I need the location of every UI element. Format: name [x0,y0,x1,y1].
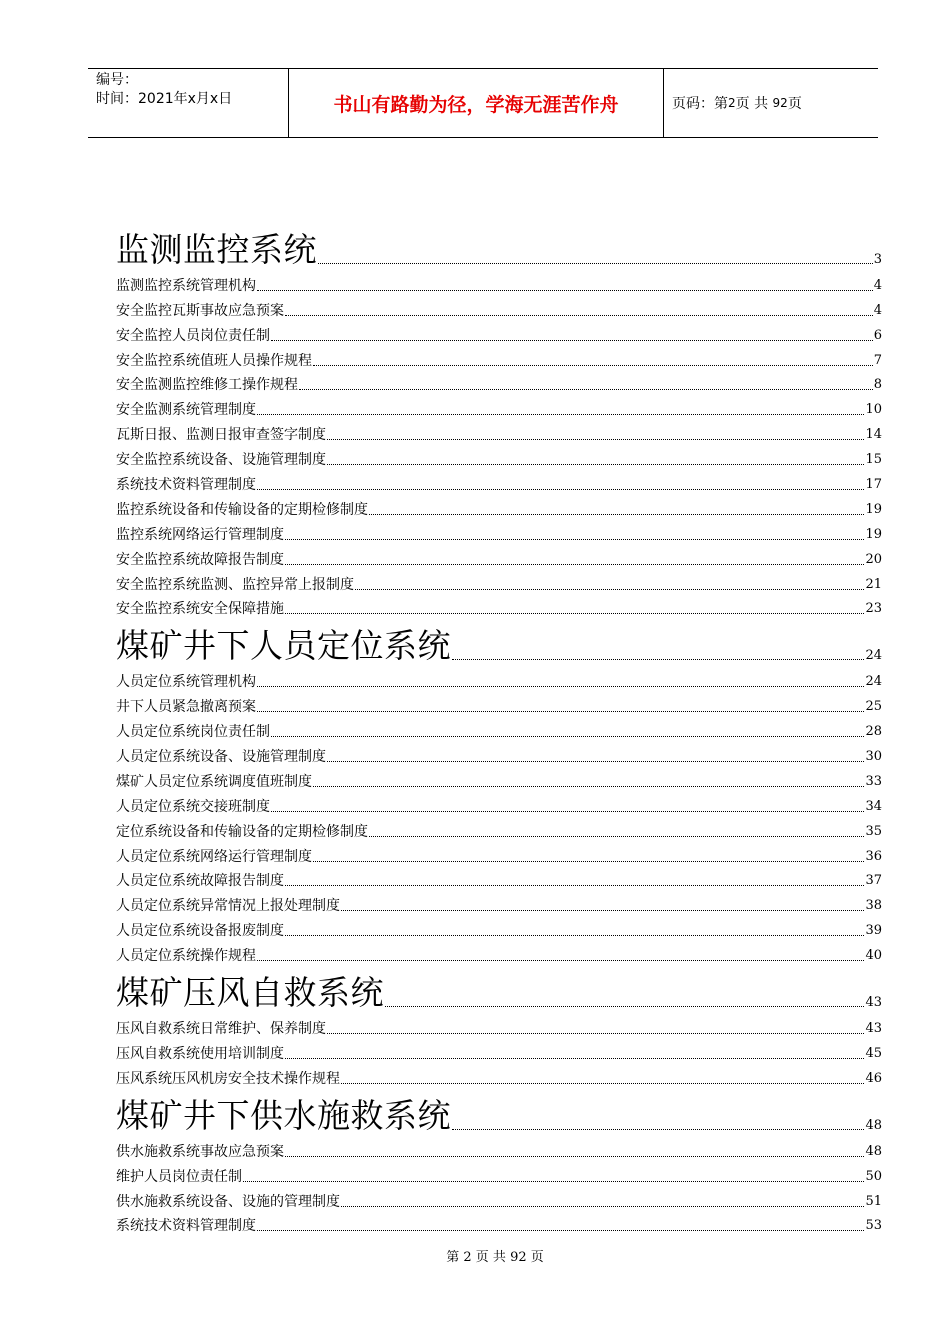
toc-entry-title: 定位系统设备和传输设备的定期检修制度 [116,823,368,840]
toc-dot-leader [299,389,873,390]
toc-entry[interactable] [116,691,882,716]
toc-entry-page: 4 [873,302,882,318]
toc-dot-leader [327,439,864,440]
page-suffix: 页 [787,96,802,112]
toc-entry-page: 3 [873,252,882,267]
toc-dot-leader [257,489,864,490]
toc-entry-title: 安全监控人员岗位责任制 [116,327,270,344]
toc-entry-title: 人员定位系统异常情况上报处理制度 [116,898,340,915]
toc-entry[interactable] [116,295,882,320]
toc-entry[interactable] [116,370,882,395]
footer-suffix: 页 [530,1250,544,1265]
toc-dot-leader [285,1058,864,1059]
toc-dot-leader [369,514,864,515]
toc-entry-title: 系统技术资料管理制度 [116,477,256,494]
toc-entry[interactable] [116,1211,882,1236]
toc-dot-leader [257,960,864,961]
toc-entry[interactable] [116,320,882,345]
toc-entry[interactable] [116,569,882,594]
toc-entry-page: 43 [865,1021,882,1037]
toc-dot-leader [313,786,864,787]
toc-dot-leader [285,539,864,540]
toc-entry[interactable] [116,890,882,915]
toc-entry[interactable] [116,791,882,816]
footer-mid: 页 共 [475,1250,506,1265]
toc-dot-leader [327,1033,864,1034]
toc-entry-title: 安全监测监控维修工操作规程 [116,377,298,394]
toc-dot-leader [327,464,864,465]
toc-entry[interactable] [116,1013,882,1038]
toc-entry-page: 53 [865,1218,882,1234]
toc-section-entry[interactable] [116,618,882,666]
toc-entry-page: 17 [865,477,882,493]
toc-entry-title: 安全监控系统设备、设施管理制度 [116,452,326,469]
page-footer [0,1246,950,1265]
toc-entry-title: 监测监控系统 [116,230,317,269]
toc-entry-page: 14 [865,427,882,443]
toc-entry-page: 21 [865,576,882,592]
toc-entry-page: 25 [865,699,882,715]
toc-entry-page: 15 [865,452,882,468]
toc-dot-leader [313,861,864,862]
toc-entry-page: 20 [865,551,882,567]
toc-entry-title: 维护人员岗位责任制 [116,1168,242,1185]
toc-section-entry[interactable] [116,1088,882,1136]
toc-entry[interactable] [116,741,882,766]
toc-dot-leader [243,1181,864,1182]
toc-entry-page: 43 [865,995,882,1011]
toc-entry-page: 50 [865,1168,882,1184]
toc-entry[interactable] [116,594,882,619]
toc-entry-title: 安全监控系统监测、监控异常上报制度 [116,576,354,593]
page-total: 92 [772,96,788,110]
toc-entry-page: 28 [865,724,882,740]
toc-dot-leader [257,711,864,712]
page-number: 2 [728,96,736,110]
toc-entry-page: 35 [865,823,882,839]
toc-entry-title: 压风自救系统使用培训制度 [116,1045,284,1062]
toc-entry-title: 压风系统压风机房安全技术操作规程 [116,1070,340,1087]
toc-entry-page: 36 [865,848,882,864]
toc-entry-title: 供水施救系统设备、设施的管理制度 [116,1193,340,1210]
toc-entry[interactable] [116,394,882,419]
toc-entry-title: 人员定位系统故障报告制度 [116,873,284,890]
toc-dot-leader [369,836,864,837]
toc-entry-title: 人员定位系统交接班制度 [116,798,270,815]
toc-entry[interactable] [116,716,882,741]
toc-entry-page: 7 [873,352,882,368]
toc-entry-title: 煤矿人员定位系统调度值班制度 [116,773,312,790]
toc-entry[interactable] [116,666,882,691]
toc-dot-leader [452,659,864,660]
toc-entry-title: 安全监控系统故障报告制度 [116,551,284,568]
toc-entry-page: 24 [865,648,882,664]
toc-entry-title: 瓦斯日报、监测日报审查签字制度 [116,427,326,444]
toc-section-entry[interactable] [116,965,882,1013]
toc-dot-leader [285,613,864,614]
toc-dot-leader [271,811,864,812]
toc-entry[interactable] [116,841,882,866]
toc-dot-leader [318,263,873,264]
toc-entry-page: 38 [865,898,882,914]
page-header [88,68,878,138]
toc-entry[interactable] [116,1136,882,1161]
table-of-contents [116,222,882,1235]
toc-entry-title: 监控系统设备和传输设备的定期检修制度 [116,501,368,518]
toc-entry[interactable] [116,345,882,370]
toc-entry-title: 煤矿井下供水施救系统 [116,1095,451,1135]
footer-prefix: 第 [446,1250,460,1265]
toc-entry[interactable] [116,519,882,544]
toc-entry-title: 煤矿压风自救系统 [116,973,384,1013]
page-prefix: 页码：第 [672,96,728,112]
toc-entry-page: 51 [865,1193,882,1209]
toc-entry[interactable] [116,469,882,494]
toc-entry-page: 45 [865,1045,882,1061]
toc-entry[interactable] [116,766,882,791]
toc-dot-leader [285,564,864,565]
toc-entry-page: 19 [865,501,882,517]
toc-entry[interactable] [116,270,882,295]
toc-entry[interactable] [116,419,882,444]
toc-entry-title: 压风自救系统日常维护、保养制度 [116,1021,326,1038]
toc-entry-title: 安全监控瓦斯事故应急预案 [116,302,284,319]
toc-entry-title: 人员定位系统设备、设施管理制度 [116,749,326,766]
toc-entry-page: 46 [865,1070,882,1086]
toc-entry-page: 34 [865,798,882,814]
toc-entry-title: 煤矿井下人员定位系统 [116,626,451,666]
toc-entry-page: 24 [865,674,882,690]
toc-entry-page: 8 [873,377,882,393]
toc-entry-title: 供水施救系统事故应急预案 [116,1143,284,1160]
toc-dot-leader [271,340,873,341]
toc-dot-leader [355,589,864,590]
toc-dot-leader [341,910,864,911]
time-label: 时间：2021年x月x日 [96,91,233,107]
toc-entry[interactable] [116,866,882,891]
toc-entry[interactable] [116,494,882,519]
toc-entry[interactable] [116,1186,882,1211]
toc-entry-title: 安全监控系统安全保障措施 [116,601,284,618]
toc-entry-title: 人员定位系统操作规程 [116,948,256,965]
toc-entry-title: 井下人员紧急撤离预案 [116,699,256,716]
toc-dot-leader [257,290,873,291]
toc-entry-page: 4 [873,277,882,293]
toc-section-entry[interactable] [116,222,882,270]
toc-dot-leader [285,935,864,936]
toc-dot-leader [285,885,864,886]
toc-entry[interactable] [116,544,882,569]
toc-dot-leader [327,761,864,762]
toc-dot-leader [271,736,864,737]
footer-total: 92 [510,1250,527,1265]
toc-dot-leader [385,1006,864,1007]
toc-entry-page: 10 [865,402,882,418]
toc-dot-leader [285,315,873,316]
toc-entry[interactable] [116,940,882,965]
toc-entry-page: 19 [865,526,882,542]
toc-entry[interactable] [116,1063,882,1088]
toc-dot-leader [341,1083,864,1084]
toc-dot-leader [257,1230,864,1231]
toc-entry[interactable] [116,915,882,940]
header-page-info [664,69,878,137]
toc-entry-title: 安全监测系统管理制度 [116,402,256,419]
toc-entry[interactable] [116,816,882,841]
toc-entry-title: 人员定位系统岗位责任制 [116,724,270,741]
toc-entry[interactable] [116,444,882,469]
toc-entry[interactable] [116,1161,882,1186]
toc-entry-title: 人员定位系统设备报废制度 [116,923,284,940]
toc-entry-page: 30 [865,749,882,765]
toc-dot-leader [257,414,864,415]
toc-dot-leader [257,686,864,687]
toc-entry-title: 人员定位系统管理机构 [116,674,256,691]
footer-page: 2 [463,1250,472,1265]
toc-entry-page: 40 [865,948,882,964]
toc-dot-leader [285,1156,864,1157]
serial-label: 编号： [96,72,138,88]
toc-entry-page: 37 [865,873,882,889]
toc-entry-title: 监控系统网络运行管理制度 [116,526,284,543]
toc-entry-page: 33 [865,773,882,789]
page-mid: 页 共 [735,96,769,112]
toc-entry-page: 39 [865,923,882,939]
toc-entry-title: 系统技术资料管理制度 [116,1218,256,1235]
toc-dot-leader [313,365,873,366]
toc-entry-page: 6 [873,327,882,343]
toc-entry-page: 48 [865,1143,882,1159]
toc-entry-page: 48 [865,1117,882,1133]
toc-entry-title: 安全监控系统值班人员操作规程 [116,352,312,369]
toc-entry-page: 23 [865,601,882,617]
header-info-cell [88,69,288,137]
header-motto: 书山有路勤为径，学海无涯苦作舟 [288,69,664,137]
toc-entry-title: 监测监控系统管理机构 [116,277,256,294]
toc-dot-leader [341,1206,864,1207]
toc-entry[interactable] [116,1038,882,1063]
toc-entry-title: 人员定位系统网络运行管理制度 [116,848,312,865]
toc-dot-leader [452,1129,864,1130]
